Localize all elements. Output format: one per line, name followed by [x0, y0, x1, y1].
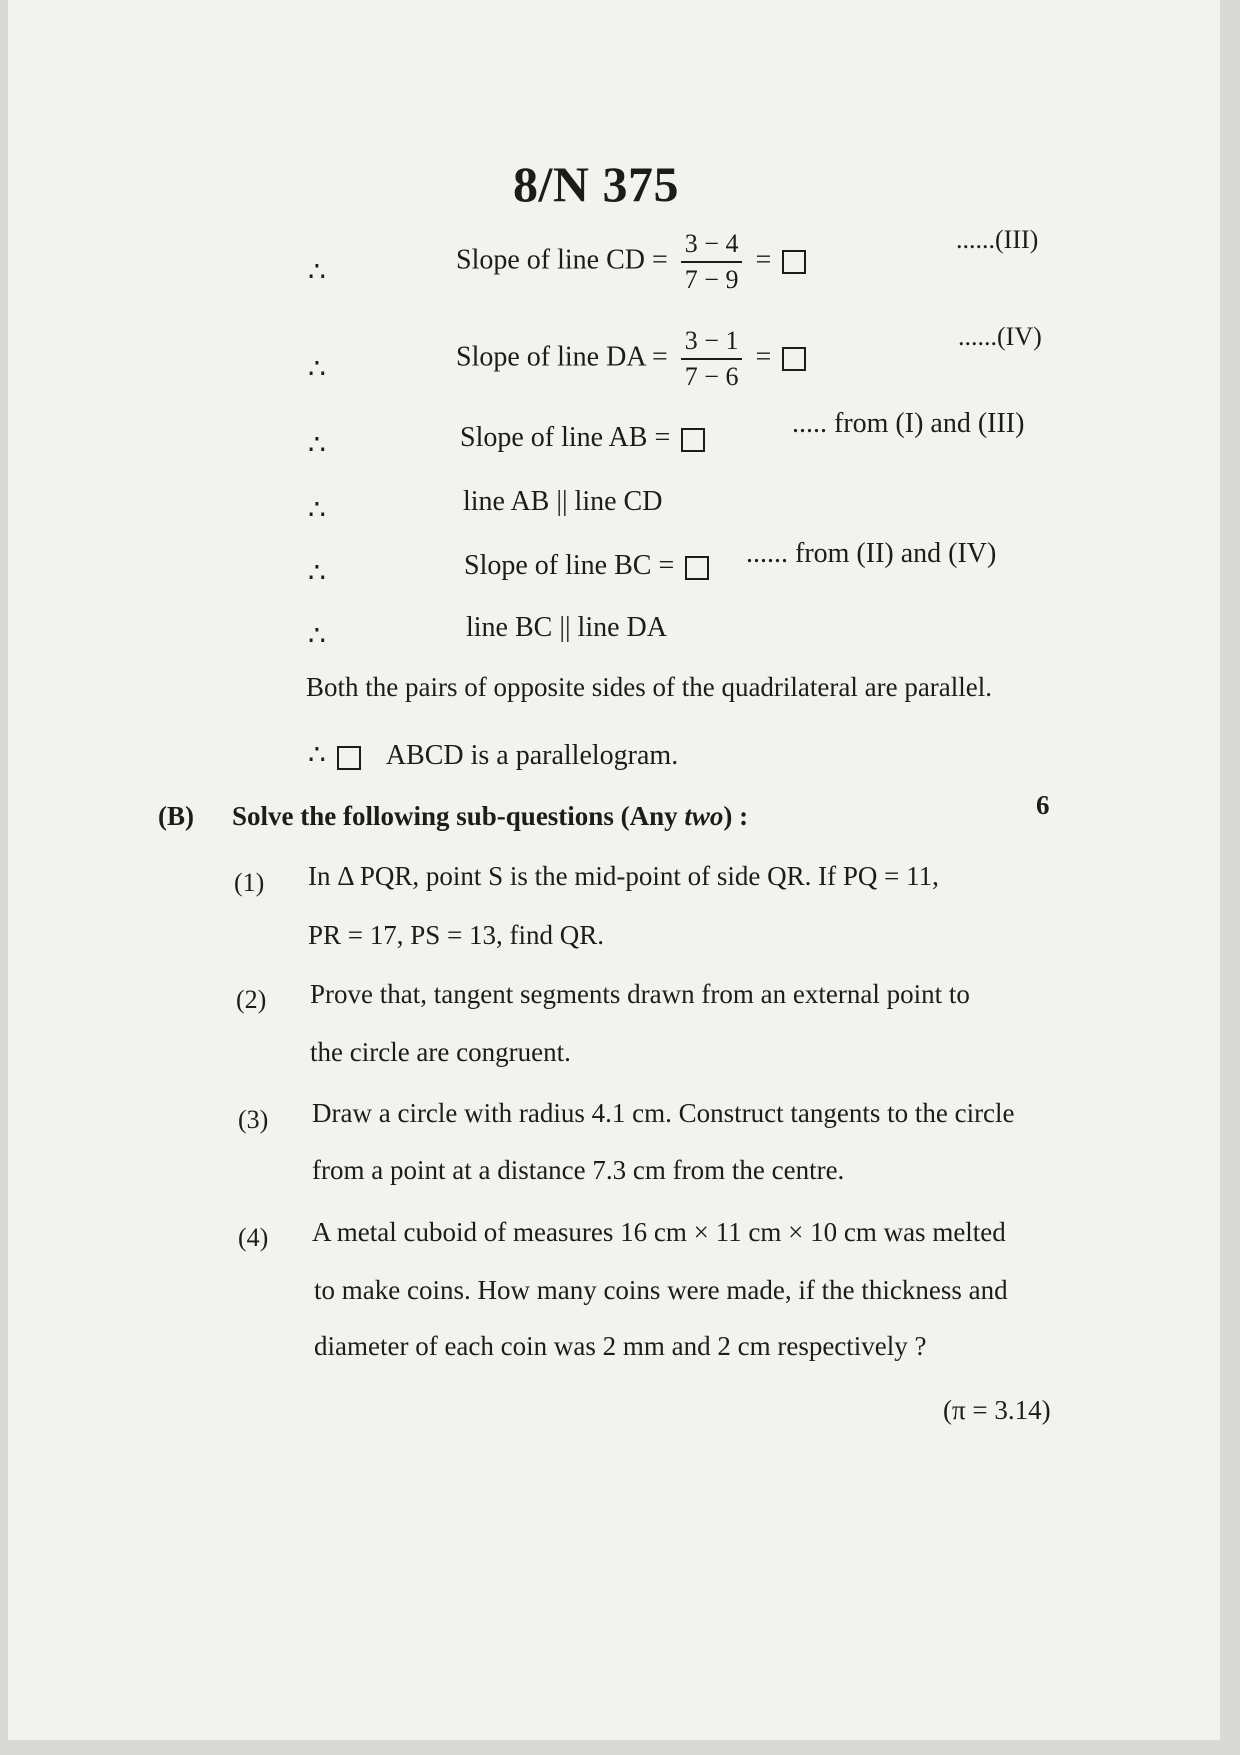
- answer-box[interactable]: [685, 556, 709, 580]
- ref-i-iii: ..... from (I) and (III): [792, 408, 1025, 439]
- therefore-symbol: ∴: [308, 430, 326, 461]
- slope-cd-numerator: 3 − 4: [681, 227, 743, 263]
- slope-da-fraction: [681, 324, 743, 394]
- slope-cd-line: [456, 227, 810, 297]
- ref-iii: ......(III): [956, 225, 1039, 254]
- ref-ii-iv: ...... from (II) and (IV): [746, 538, 997, 569]
- ref-iv: ......(IV): [958, 322, 1042, 351]
- question-1-line-2: PR = 17, PS = 13, find QR.: [308, 920, 605, 950]
- equals-sign: =: [755, 244, 772, 276]
- slope-ab-label: Slope of line AB =: [460, 422, 671, 453]
- question-2-line-1: Prove that, tangent segments drawn from an external point to: [310, 979, 970, 1009]
- slope-bc-line: [464, 550, 713, 582]
- slope-cd-label: Slope of line CD =: [456, 244, 668, 276]
- answer-box[interactable]: [681, 428, 705, 452]
- section-marks: 6: [1036, 790, 1050, 820]
- section-heading-text: Solve the following sub-questions (Any: [232, 801, 685, 831]
- answer-box[interactable]: [337, 746, 361, 770]
- slope-cd-fraction: [681, 227, 743, 297]
- therefore-symbol: ∴: [308, 495, 326, 526]
- section-heading-end: ) :: [723, 801, 749, 831]
- exam-page: [8, 0, 1220, 1740]
- slope-da-denominator: 7 − 6: [684, 362, 739, 391]
- question-3-line-1: Draw a circle with radius 4.1 cm. Construct tangents to the circle: [312, 1098, 1015, 1128]
- slope-da-numerator: 3 − 1: [681, 324, 743, 360]
- question-4-line-3: diameter of each coin was 2 mm and 2 cm respectively ?: [314, 1331, 927, 1361]
- section-heading: [232, 801, 748, 832]
- question-number: (1): [234, 868, 265, 897]
- slope-ab-line: [460, 422, 709, 454]
- bc-parallel-da: line BC || line DA: [466, 612, 667, 643]
- slope-da-label: Slope of line DA =: [456, 341, 668, 373]
- section-label: (B): [158, 801, 194, 831]
- therefore-symbol: ∴: [308, 354, 326, 385]
- conclusion-line: [308, 738, 678, 772]
- question-number: (4): [238, 1223, 269, 1252]
- question-number: (3): [238, 1105, 269, 1134]
- both-pairs-text: Both the pairs of opposite sides of the quadrilateral are parallel.: [306, 672, 993, 702]
- conclusion-text: ABCD is a parallelogram.: [385, 740, 679, 771]
- pi-note: (π = 3.14): [943, 1395, 1051, 1425]
- equals-sign: =: [755, 341, 772, 373]
- answer-box[interactable]: [782, 347, 806, 371]
- therefore-symbol: ∴: [308, 257, 326, 288]
- answer-box[interactable]: [782, 250, 806, 274]
- therefore-symbol: ∴: [308, 621, 326, 652]
- question-4-line-2: to make coins. How many coins were made, if the thickness and: [314, 1275, 1008, 1305]
- slope-da-line: [456, 324, 810, 394]
- question-1-line-1: In Δ PQR, point S is the mid-point of side QR. If PQ = 11,: [308, 861, 939, 891]
- question-3-line-2: from a point at a distance 7.3 cm from the centre.: [312, 1155, 845, 1185]
- page-title: 8/N 375: [513, 156, 679, 212]
- slope-cd-denominator: 7 − 9: [684, 265, 739, 294]
- question-number: (2): [236, 985, 267, 1014]
- ab-parallel-cd: line AB || line CD: [463, 486, 663, 517]
- question-4-line-1: A metal cuboid of measures 16 cm × 11 cm × 10 cm was melted: [312, 1217, 1006, 1247]
- therefore-symbol: ∴: [308, 740, 326, 771]
- section-heading-emphasis: two: [684, 801, 724, 831]
- question-2-line-2: the circle are congruent.: [310, 1037, 571, 1067]
- slope-bc-label: Slope of line BC =: [464, 550, 675, 581]
- therefore-symbol: ∴: [308, 558, 326, 589]
